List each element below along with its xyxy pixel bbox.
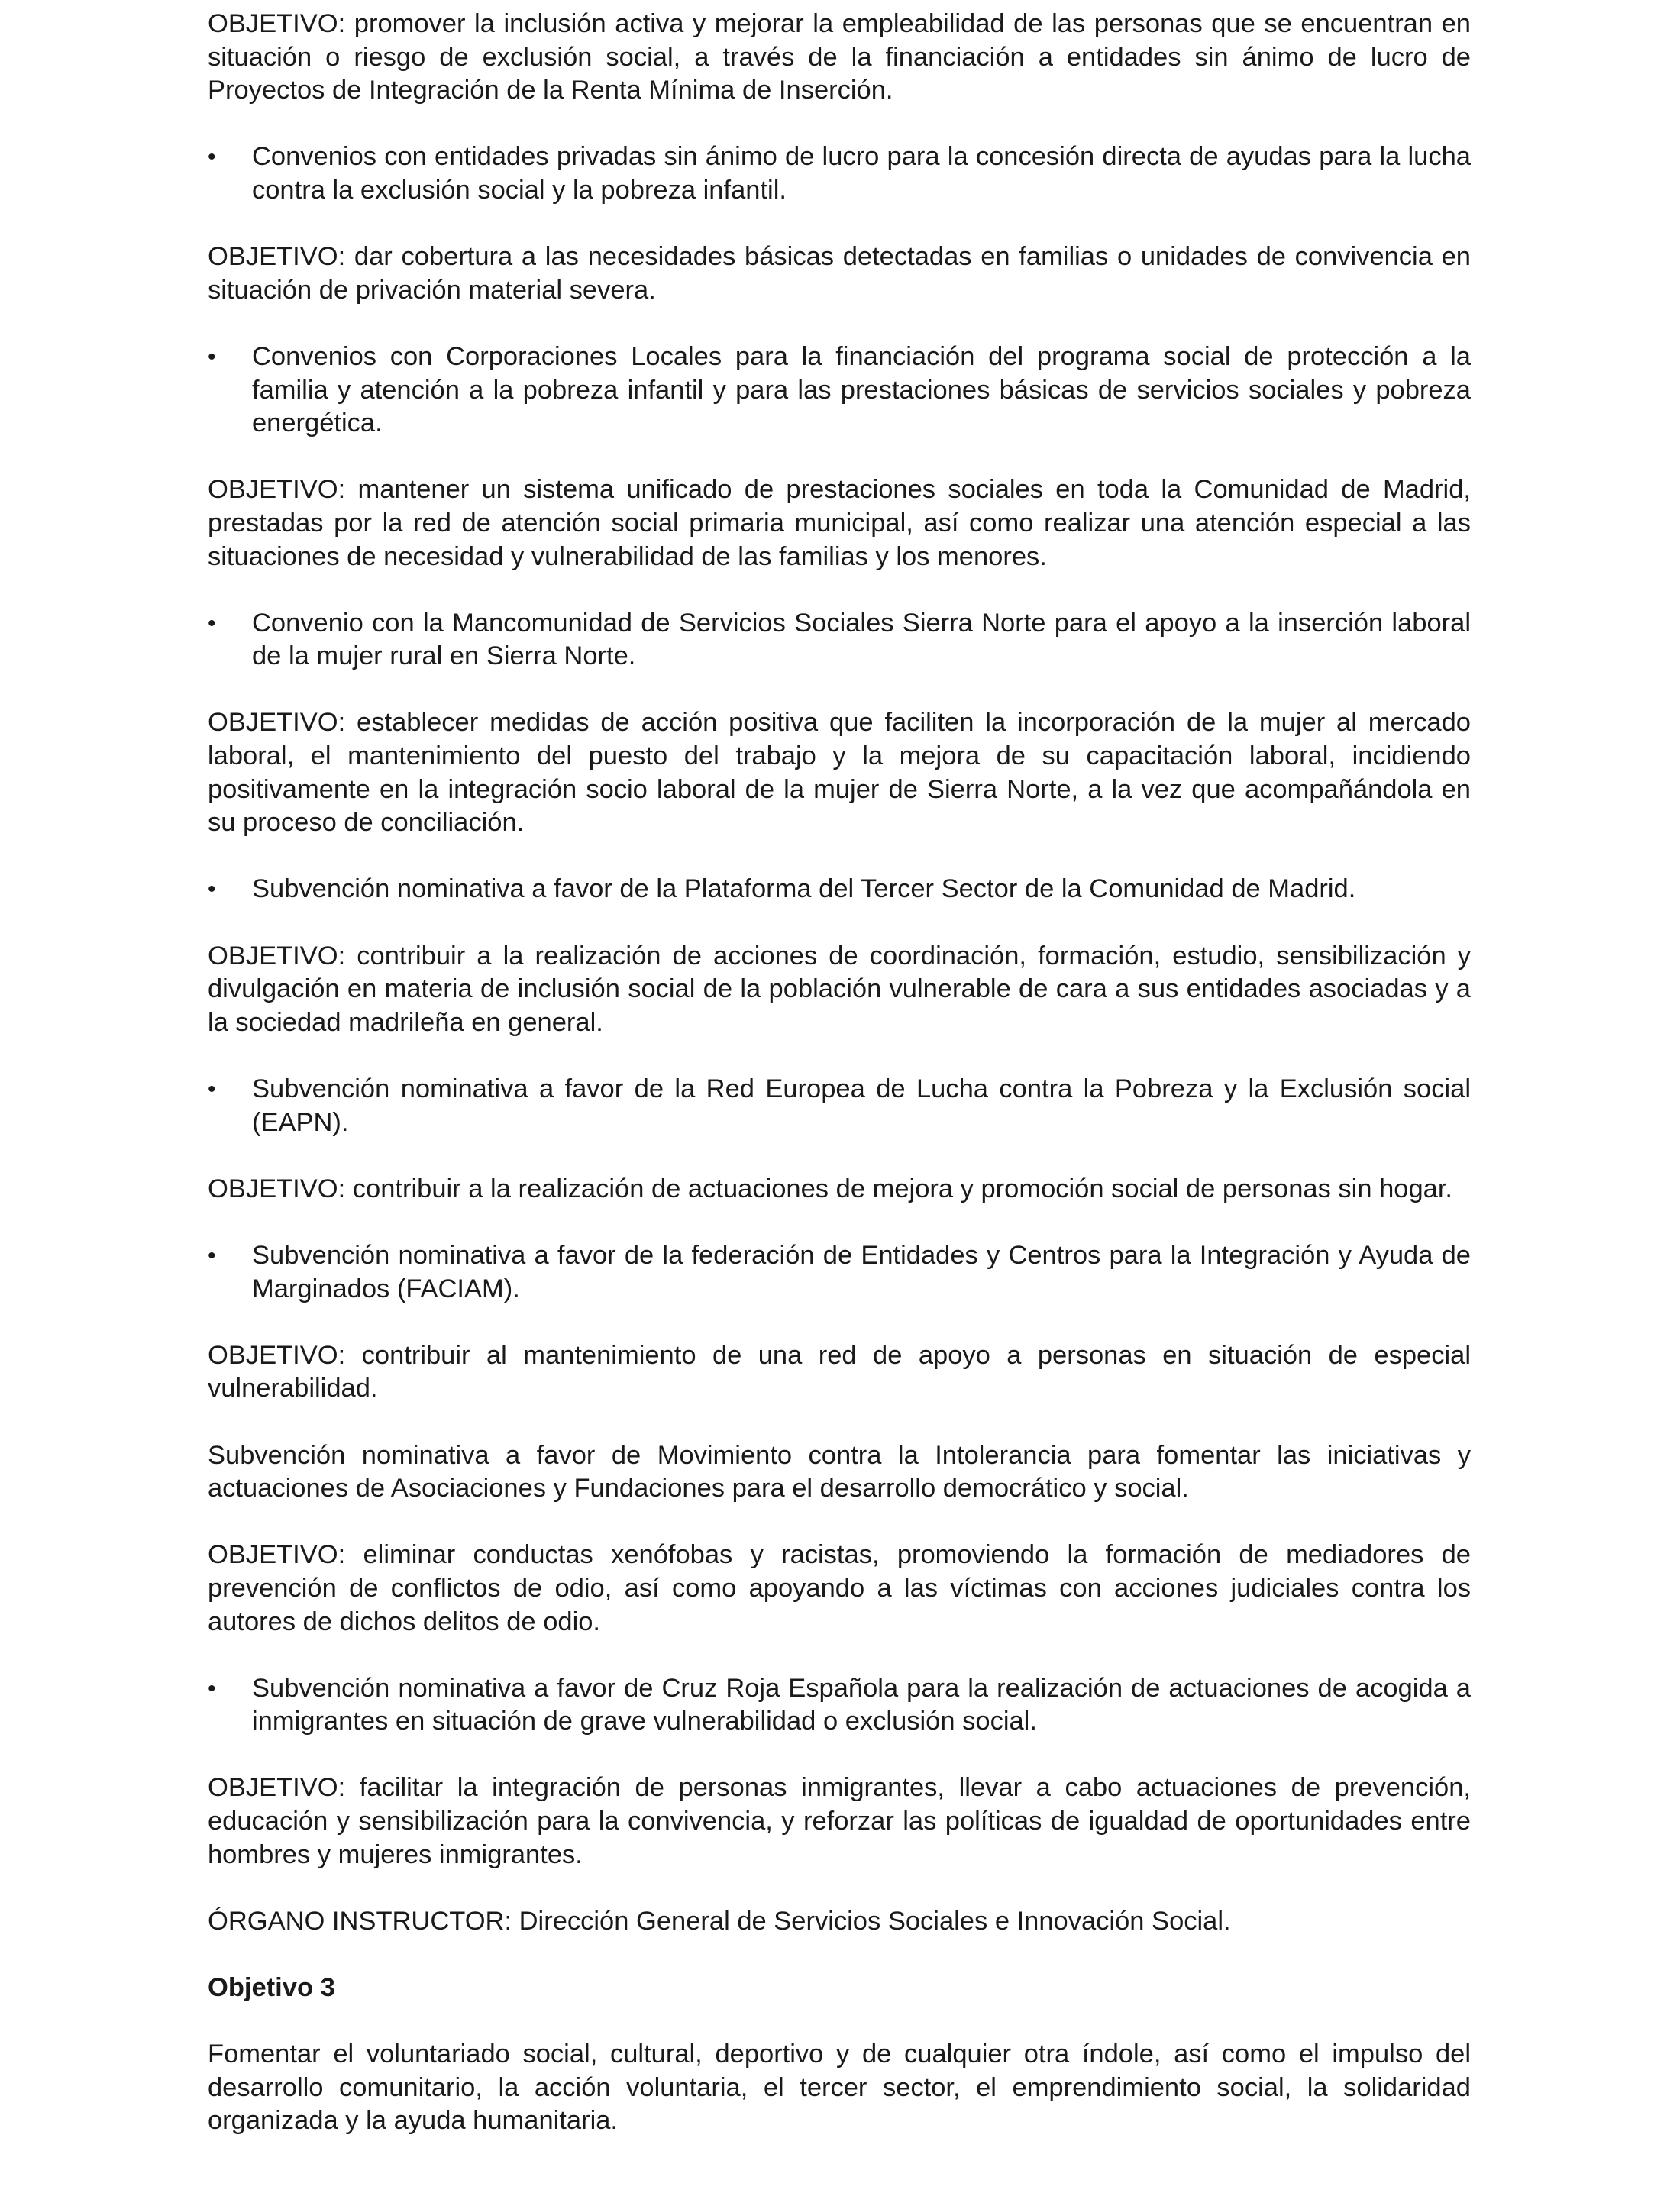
objective-paragraph: OBJETIVO: eliminar conductas xenófobas y racistas, promoviendo la formación de mediadores de prevención de conflictos de odio, así como apoyando a las víctimas con acciones judiciales contra los autores de dichos delitos de odio.	[208, 1540, 1471, 1636]
bullet-icon: •	[208, 344, 216, 370]
bullet-text: Convenios con entidades privadas sin ánimo de lucro para la concesión directa de ayudas para la lucha contra la exclusión social y la pobreza infantil.	[252, 142, 1471, 205]
objective-paragraph: OBJETIVO: promover la inclusión activa y mejorar la empleabilidad de las personas que se encuentran en situación o riesgo de exclusión social, a través de la financiación a entidades sin ánimo de lucro de Proyectos de Integración de la Renta Mínima de Inserción.	[208, 9, 1471, 105]
bullet-text: Subvención nominativa a favor de la Red Europea de Lucha contra la Pobreza y la Exclusión social (EAPN).	[252, 1074, 1471, 1137]
bullet-icon: •	[208, 1242, 216, 1268]
objective-paragraph: OBJETIVO: contribuir a la realización de acciones de coordinación, formación, estudio, sensibilización y divulgación en materia de inclusión social de la población vulnerable de cara a sus entidades asociadas y a la sociedad madrileña en general.	[208, 941, 1471, 1037]
bullet-text: Subvención nominativa a favor de Cruz Roja Española para la realización de actuaciones de acogida a inmigrantes en situación de grave vulnerabilidad o exclusión social.	[252, 1673, 1471, 1736]
bullet-icon: •	[208, 610, 216, 636]
bullet-text: Subvención nominativa a favor de la Plataforma del Tercer Sector de la Comunidad de Madrid.	[252, 874, 1356, 904]
bullet-icon: •	[208, 1675, 216, 1701]
objective-paragraph: OBJETIVO: establecer medidas de acción positiva que faciliten la incorporación de la mujer al mercado laboral, el mantenimiento del puesto del trabajo y la mejora de su capacitación laboral, incidiendo positivamente en la integración socio laboral de la mujer de Sierra Norte, a la vez que acompañándola en su proceso de conciliación.	[208, 708, 1471, 838]
bullet-text: Convenio con la Mancomunidad de Servicios Sociales Sierra Norte para el apoyo a la inserción laboral de la mujer rural en Sierra Norte.	[252, 608, 1471, 671]
bullet-item	[208, 140, 1471, 207]
document-page	[208, 8, 1471, 2172]
objective-paragraph: OBJETIVO: contribuir al mantenimiento de una red de apoyo a personas en situación de especial vulnerabilidad.	[208, 1340, 1471, 1403]
objective-paragraph: OBJETIVO: mantener un sistema unificado de prestaciones sociales en toda la Comunidad de Madrid, prestadas por la red de atención social primaria municipal, así como realizar una atención especial a las situaciones de necesidad y vulnerabilidad de las familias y los menores.	[208, 475, 1471, 571]
bullet-item	[208, 1672, 1471, 1739]
objective-paragraph: OBJETIVO: dar cobertura a las necesidades básicas detectadas en familias o unidades de convivencia en situación de privación material severa.	[208, 242, 1471, 305]
bullet-item	[208, 873, 1471, 906]
bullet-item	[208, 1073, 1471, 1139]
bullet-item	[208, 341, 1471, 441]
objective-paragraph: OBJETIVO: contribuir a la realización de actuaciones de mejora y promoción social de personas sin hogar.	[208, 1174, 1453, 1203]
bullet-icon: •	[208, 144, 216, 170]
bullet-icon: •	[208, 1077, 216, 1102]
objective-description-paragraph: Fomentar el voluntariado social, cultural, deportivo y de cualquier otra índole, así como el impulso del desarrollo comunitario, la acción voluntaria, el tercer sector, el emprendimiento social, la solidaridad organizada y la ayuda humanitaria.	[208, 2040, 1471, 2136]
bullet-item	[208, 1239, 1471, 1306]
section-heading: Objetivo 3	[208, 1973, 335, 2003]
bullet-item	[208, 607, 1471, 673]
objective-paragraph: OBJETIVO: facilitar la integración de personas inmigrantes, llevar a cabo actuaciones de prevención, educación y sensibilización para la convivencia, y reforzar las políticas de igualdad de oportunidades entre hombres y mujeres inmigrantes.	[208, 1773, 1471, 1869]
bullet-icon: •	[208, 877, 216, 903]
instructing-body-paragraph: ÓRGANO INSTRUCTOR: Dirección General de Servicios Sociales e Innovación Social.	[208, 1906, 1231, 1936]
bullet-text: Convenios con Corporaciones Locales para la financiación del programa social de protección a la familia y atención a la pobreza infantil y para las prestaciones básicas de servicios sociales y pobreza energética.	[252, 341, 1471, 438]
subsidy-paragraph: Subvención nominativa a favor de Movimiento contra la Intolerancia para fomentar las iniciativas y actuaciones de Asociaciones y Fundaciones para el desarrollo democrático y social.	[208, 1440, 1471, 1503]
bullet-text: Subvención nominativa a favor de la federación de Entidades y Centros para la Integración y Ayuda de Marginados (FACIAM).	[252, 1240, 1471, 1303]
